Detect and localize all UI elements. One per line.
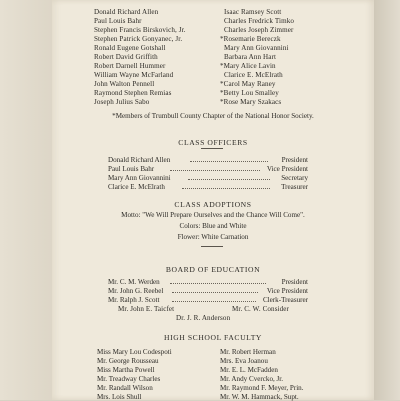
member-right-11: *Rose Mary Szakacs — [220, 98, 282, 106]
board-row — [108, 287, 308, 295]
class-officers-heading: CLASS OFFICERS — [178, 138, 248, 147]
board-row — [108, 296, 308, 304]
officer-role: Secretary — [281, 174, 308, 182]
officer-role: Vice President — [266, 165, 308, 173]
board-member-role: Clerk-Treasurer — [262, 296, 308, 304]
member-left-5: Ronald Eugene Gotshall — [94, 44, 166, 52]
officer-role: Treasurer — [281, 183, 308, 191]
faculty-left-6: Mrs. Lois Shull — [97, 393, 142, 401]
member-left-8: William Wayne McFarland — [94, 71, 174, 79]
member-right-2: Charles Fredrick Timko — [224, 17, 294, 25]
member-right-4: *Rosemarie Bereczk — [220, 35, 281, 43]
officer-row — [108, 174, 308, 182]
dot-leader — [172, 301, 256, 302]
faculty-left-1: Miss Mary Lou Codespoti — [97, 348, 172, 356]
board-member-name: Mr. C. W. Consider — [232, 305, 289, 313]
officer-name: Paul Louis Bahr — [108, 165, 155, 173]
member-right-9: *Carol May Raney — [220, 80, 276, 88]
class-motto: Motto: "We Will Prepare Ourselves and the Chance Will Come". — [121, 211, 305, 219]
divider — [201, 148, 223, 149]
dot-leader — [190, 161, 268, 162]
member-right-5: Mary Ann Giovannini — [224, 44, 289, 52]
officer-name: Donald Richard Allen — [108, 156, 171, 164]
officer-name: Clarice E. McElrath — [108, 183, 165, 191]
member-left-1: Donald Richard Allen — [94, 8, 159, 16]
officer-row — [108, 156, 308, 164]
faculty-right-1: Mr. Robert Herman — [220, 348, 276, 356]
faculty-right-3: Mr. E. L. McFadden — [220, 366, 278, 374]
member-left-9: John Walton Pennell — [94, 80, 155, 88]
officer-row — [108, 183, 308, 191]
faculty-right-4: Mr. Andy Cvercko, Jr. — [220, 375, 284, 383]
member-left-11: Joseph Julius Sabo — [94, 98, 150, 106]
member-right-10: *Betty Lou Smalley — [220, 89, 279, 97]
dot-leader — [172, 292, 258, 293]
class-colors: Colors: Blue and White — [179, 222, 247, 230]
right-page-edge — [374, 0, 400, 400]
board-member-name: Dr. J. R. Anderson — [176, 314, 231, 322]
member-right-3: Charles Joseph Zimmer — [224, 26, 294, 34]
faculty-left-5: Mr. Randall Wilson — [97, 384, 153, 392]
officer-role: President — [281, 156, 308, 164]
faculty-right-2: Mrs. Eva Joanou — [220, 357, 268, 365]
member-left-10: Raymond Stephen Remias — [94, 89, 172, 97]
faculty-left-2: Mr. George Rousseau — [97, 357, 159, 365]
dot-leader — [188, 179, 270, 180]
board-member-name: Mr. Ralph J. Scott — [108, 296, 160, 304]
member-left-4: Stephen Patrick Gonyanec, Jr. — [94, 35, 183, 43]
member-left-2: Paul Louis Bahr — [94, 17, 142, 25]
member-left-6: Robert David Griffith — [94, 53, 158, 61]
board-member-name: Mr. John E. Taicfet — [118, 305, 175, 313]
left-page-edge — [0, 0, 52, 400]
board-member-role: Vice President — [266, 287, 308, 295]
faculty-right-5: Mr. Raymond F. Meyer, Prin. — [220, 384, 304, 392]
member-left-3: Stephen Francis Birskovich, Jr. — [94, 26, 186, 34]
class-adoptions-heading: CLASS ADOPTIONS — [174, 200, 252, 209]
officer-name: Mary Ann Giovannini — [108, 174, 171, 182]
board-row — [108, 278, 308, 286]
class-flower: Flower: White Carnation — [177, 233, 249, 241]
officer-row — [108, 165, 308, 173]
faculty-left-3: Miss Martha Powell — [97, 366, 155, 374]
faculty-right-6: Mr. W. M. Hammack, Supt. — [220, 393, 299, 401]
faculty-left-4: Mr. Treadway Charles — [97, 375, 161, 383]
board-member-name: Mr. C. M. Werden — [108, 278, 160, 286]
board-member-role: President — [281, 278, 308, 286]
dot-leader — [170, 170, 260, 171]
divider — [201, 246, 223, 247]
member-right-1: Isaac Ramsey Scott — [224, 8, 282, 16]
dot-leader — [182, 188, 270, 189]
member-right-6: Barbara Ann Hart — [224, 53, 277, 61]
honor-society-note: *Members of Trumbull County Chapter of the National Honor Society. — [112, 112, 314, 120]
faculty-heading: HIGH SCHOOL FACULTY — [163, 333, 263, 342]
board-member-name: Mr. John G. Reebel — [108, 287, 164, 295]
member-left-7: Robert Darnell Hummer — [94, 62, 166, 70]
member-right-8: Clarice E. McElrath — [224, 71, 283, 79]
board-heading: BOARD OF EDUCATION — [165, 265, 261, 274]
dot-leader — [170, 283, 266, 284]
member-right-7: *Mary Alice Lavin — [220, 62, 276, 70]
